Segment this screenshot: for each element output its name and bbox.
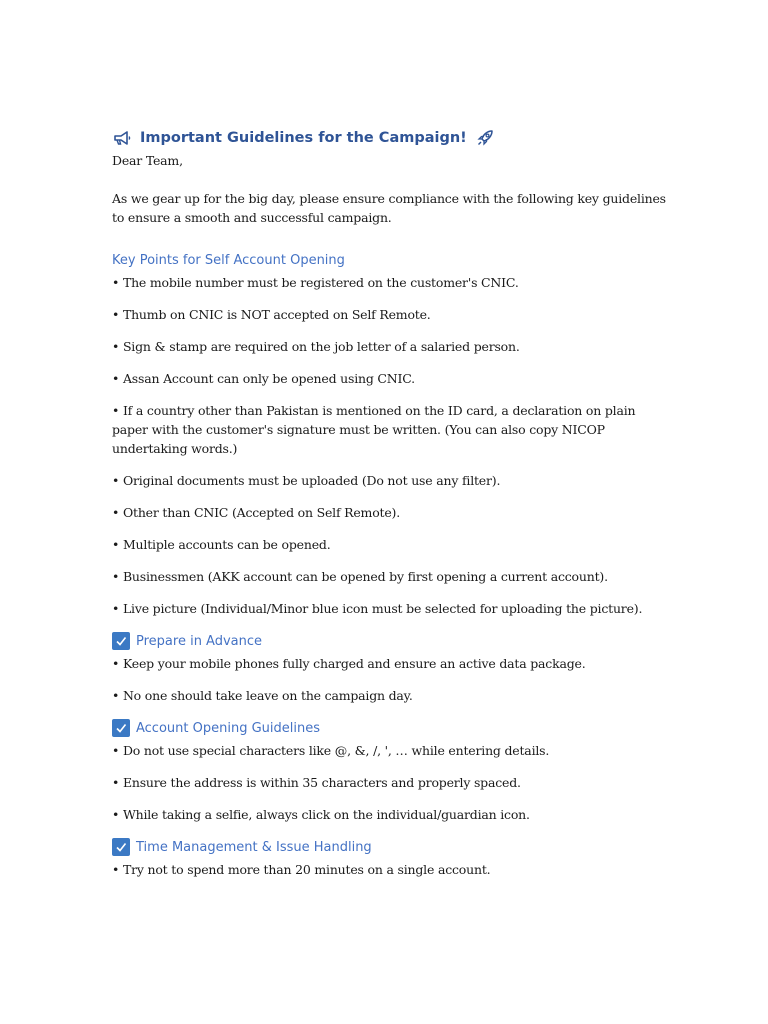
title-row — [112, 126, 672, 150]
list-item: • Ensure the address is within 35 characters and properly spaced. — [112, 775, 521, 790]
list-item: • The mobile number must be registered on the customer's CNIC. — [112, 275, 519, 290]
section-heading-label: Key Points for Self Account Opening — [112, 252, 345, 268]
check-box-icon — [112, 719, 130, 737]
section-heading-time-management — [112, 837, 672, 857]
list-item: • No one should take leave on the campaign day. — [112, 688, 413, 703]
list-item: • Sign & stamp are required on the job letter of a salaried person. — [112, 339, 520, 354]
list-item: • Live picture (Individual/Minor blue icon must be selected for uploading the picture). — [112, 601, 643, 616]
greeting: Dear Team, — [112, 153, 183, 168]
list-item: • Other than CNIC (Accepted on Self Remote). — [112, 505, 401, 520]
time-management-list — [112, 860, 672, 879]
list-item: • Businessmen (AKK account can be opened by first opening a current account). — [112, 569, 608, 584]
page-title: Important Guidelines for the Campaign! — [140, 130, 467, 146]
rocket-icon — [475, 128, 495, 148]
list-item: • If a country other than Pakistan is mentioned on the ID card, a declaration on plain paper with the customer's signature must be written. (You can also copy NICOP undertaking words.) — [112, 403, 636, 456]
list-item: • Try not to spend more than 20 minutes on a single account. — [112, 862, 491, 877]
section-heading-key-points — [112, 250, 672, 270]
list-item: • Thumb on CNIC is NOT accepted on Self Remote. — [112, 307, 431, 322]
list-item: • Multiple accounts can be opened. — [112, 537, 331, 552]
check-box-icon — [112, 838, 130, 856]
list-item: • Assan Account can only be opened using CNIC. — [112, 371, 415, 386]
key-points-list — [112, 273, 672, 618]
list-item: • While taking a selfie, always click on the individual/guardian icon. — [112, 807, 530, 822]
intro-paragraph: As we gear up for the big day, please ensure compliance with the following key guidelines to ensure a smooth and successful campaign. — [112, 191, 666, 225]
document-body — [112, 126, 672, 892]
section-heading-prepare — [112, 631, 672, 651]
check-box-icon — [112, 632, 130, 650]
list-item: • Original documents must be uploaded (Do not use any filter). — [112, 473, 501, 488]
list-item: • Keep your mobile phones fully charged and ensure an active data package. — [112, 656, 586, 671]
list-item: • Do not use special characters like @, &, /, ', … while entering details. — [112, 743, 550, 758]
section-heading-label: Time Management & Issue Handling — [136, 839, 372, 855]
section-heading-account-opening — [112, 718, 672, 738]
section-heading-label: Account Opening Guidelines — [136, 720, 320, 736]
megaphone-icon — [112, 128, 132, 148]
section-heading-label: Prepare in Advance — [136, 633, 263, 649]
account-opening-list — [112, 741, 672, 824]
prepare-list — [112, 654, 672, 705]
